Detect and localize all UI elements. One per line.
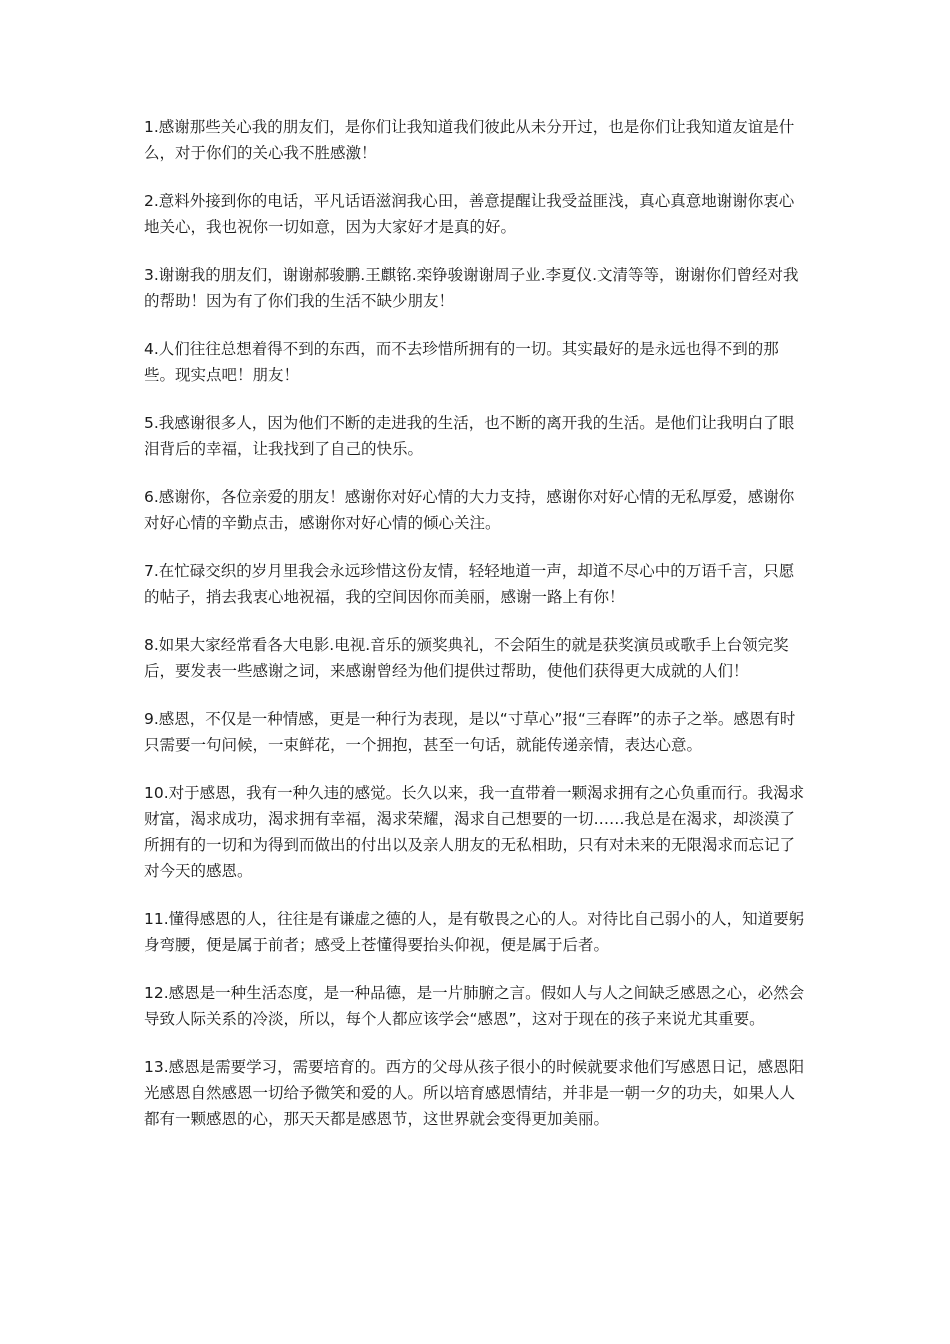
paragraph-5: 5.我感谢很多人，因为他们不断的走进我的生活，也不断的离开我的生活。是他们让我明白了眼泪背后的幸福，让我找到了自己的快乐。 (144, 414, 795, 458)
paragraph-6: 6.感谢你，各位亲爱的朋友！感谢你对好心情的大力支持，感谢你对好心情的无私厚爱，感谢你对好心情的辛勤点击，感谢你对好心情的倾心关注。 (144, 488, 795, 532)
paragraph-13: 13.感恩是需要学习，需要培育的。西方的父母从孩子很小的时候就要求他们写感恩日记，感恩阳光感恩自然感恩一切给予微笑和爱的人。所以培育感恩情结，并非是一朝一夕的功夫，如果人人都有一颗感恩的心，那天天都是感恩节，这世界就会变得更加美丽。 (144, 1058, 805, 1128)
paragraph-12: 12.感恩是一种生活态度，是一种品德，是一片肺腑之言。假如人与人之间缺乏感恩之心，必然会导致人际关系的冷淡，所以，每个人都应该学会“感恩”，这对于现在的孩子来说尤其重要。 (144, 984, 805, 1028)
paragraph-3: 3.谢谢我的朋友们，谢谢郝骏鹏.王麒铭.栾铮骏谢谢周子业.李夏仪.文清等等，谢谢你们曾经对我的帮助！因为有了你们我的生活不缺少朋友！ (144, 266, 799, 310)
paragraph-8: 8.如果大家经常看各大电影.电视.音乐的颁奖典礼，不会陌生的就是获奖演员或歌手上台领完奖后，要发表一些感谢之词，来感谢曾经为他们提供过帮助，使他们获得更大成就的人们！ (144, 636, 789, 680)
paragraph-10: 10.对于感恩，我有一种久违的感觉。长久以来，我一直带着一颗渴求拥有之心负重而行。我渴求财富，渴求成功，渴求拥有幸福，渴求荣耀，渴求自己想要的一切……我总是在渴求，却淡漠了所拥有的一切和为得到而做出的付出以及亲人朋友的无私相助，只有对未来的无限渴求而忘记了对今天的感恩。 (144, 784, 805, 880)
document-page (144, 114, 808, 1154)
paragraph-1: 1.感谢那些关心我的朋友们，是你们让我知道我们彼此从未分开过，也是你们让我知道友谊是什么，对于你们的关心我不胜感激！ (144, 118, 795, 162)
paragraph-7: 7.在忙碌交织的岁月里我会永远珍惜这份友情，轻轻地道一声，却道不尽心中的万语千言，只愿的帖子，捎去我衷心地祝福，我的空间因你而美丽，感谢一路上有你！ (144, 562, 795, 606)
paragraph-2: 2.意料外接到你的电话，平凡话语滋润我心田，善意提醒让我受益匪浅，真心真意地谢谢你衷心地关心，我也祝你一切如意，因为大家好才是真的好。 (144, 192, 795, 236)
paragraph-4: 4.人们往往总想着得不到的东西，而不去珍惜所拥有的一切。其实最好的是永远也得不到的那些。现实点吧！朋友！ (144, 340, 779, 384)
paragraph-9: 9.感恩，不仅是一种情感，更是一种行为表现，是以“寸草心”报“三春晖”的赤子之举。感恩有时只需要一句问候，一束鲜花，一个拥抱，甚至一句话，就能传递亲情，表达心意。 (144, 710, 796, 754)
paragraph-11: 11.懂得感恩的人，往往是有谦虚之德的人，是有敬畏之心的人。对待比自己弱小的人，知道要躬身弯腰，便是属于前者；感受上苍懂得要抬头仰视，便是属于后者。 (144, 910, 805, 954)
